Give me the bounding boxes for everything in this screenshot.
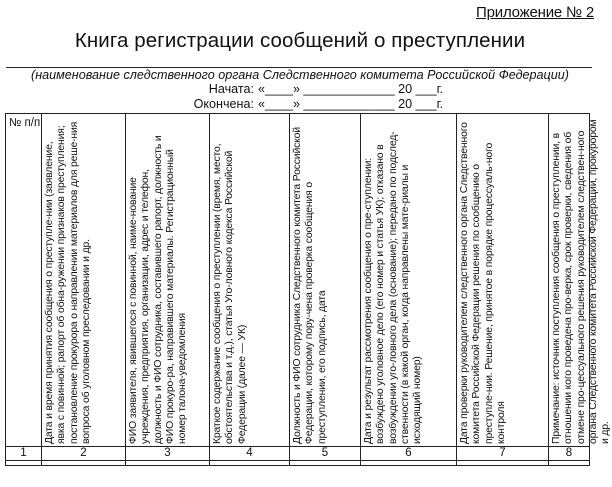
column-header-1: № п/п [6,114,42,447]
column-number-1: 1 [6,447,42,461]
column-number-2: 2 [42,447,126,461]
finished-value: «____» _____________ 20 ___г. [258,96,444,111]
blank-cell [126,461,210,466]
column-header-8: Примечание: источник поступления сообщения о преступлении, в отношении кого проведена про-верка, срок проверки, сведения об отмене про-цессуального решения руководителем следствен-ного органа Следственного комитета Российской Федерации, прокурором и др. [549,114,590,447]
blank-cell [42,461,126,466]
blank-cell [361,461,457,466]
column-number-7: 7 [457,447,549,461]
appendix-label: Приложение № 2 [476,4,594,21]
column-header-2: Дата и время принятия сообщения о преступле-нии (заявление, явка с повинной; рапорт об обна-ружении признаков преступления; постановление прокурора о направлении материалов для реше-ния вопроса об уголовном преследовании и др. [42,114,126,447]
blank-cell [6,461,42,466]
column-number-5: 5 [290,447,361,461]
finished-label: Окончена: [193,96,254,111]
blank-cell [457,461,549,466]
blank-cell [290,461,361,466]
column-header-6: Дата и результат рассмотрения сообщения о пре-ступлении: возбуждено уголовное дело (его номер и статья УК); отказано в возбуждении уго-ловного дела (основание); передано по подслед-ственности (в какой орган, когда направлены мате-риалы и исходящий номер) [361,114,457,447]
column-header-4: Краткое содержание сообщения о преступлении (время, место, обстоятельства и т.д.), статья Уго-ловного кодекса Российской Федерации (далее — УК) [210,114,290,447]
column-number-8: 8 [549,447,590,461]
page-title: Книга регистрации сообщений о преступлении [74,29,526,52]
column-header-5: Должность и ФИО сотрудника Следственного комитета Российской Федерации, которому пору-чена проверка сообщения о преступлении, его подпись, дата [290,114,361,447]
dates-block [186,82,443,111]
finished-line [186,97,443,112]
column-number-6: 6 [361,447,457,461]
started-line [186,82,443,97]
blank-entry-row [6,461,590,466]
column-header-7: Дата проверки руководителем следственного органа Следственного комитета Российской Федерации решения по сообщению о преступле-нии. Решение, принятое в порядке процессуаль-ного контроля [457,114,549,447]
column-number-row [6,447,590,461]
blank-cell [549,461,590,466]
blank-cell [210,461,290,466]
org-name-caption: (наименование следственного органа Следственного комитета Российской Федерации) [31,68,569,82]
column-number-4: 4 [210,447,290,461]
registration-table [5,113,612,466]
started-label: Начата: [208,82,254,96]
header-row [6,114,590,447]
column-number-3: 3 [126,447,210,461]
started-value: «____» _____________ 20 ___г. [258,82,444,96]
column-header-3: ФИО заявителя, явившегося с повинной, наиме-нование учреждения, предприятия, организации, адрес и телефон, должность и ФИО сотрудника, составившего рапорт, должность и ФИО прокуро-ра, направившего материалы. Регистрационный номер талона-уведомления [126,114,210,447]
